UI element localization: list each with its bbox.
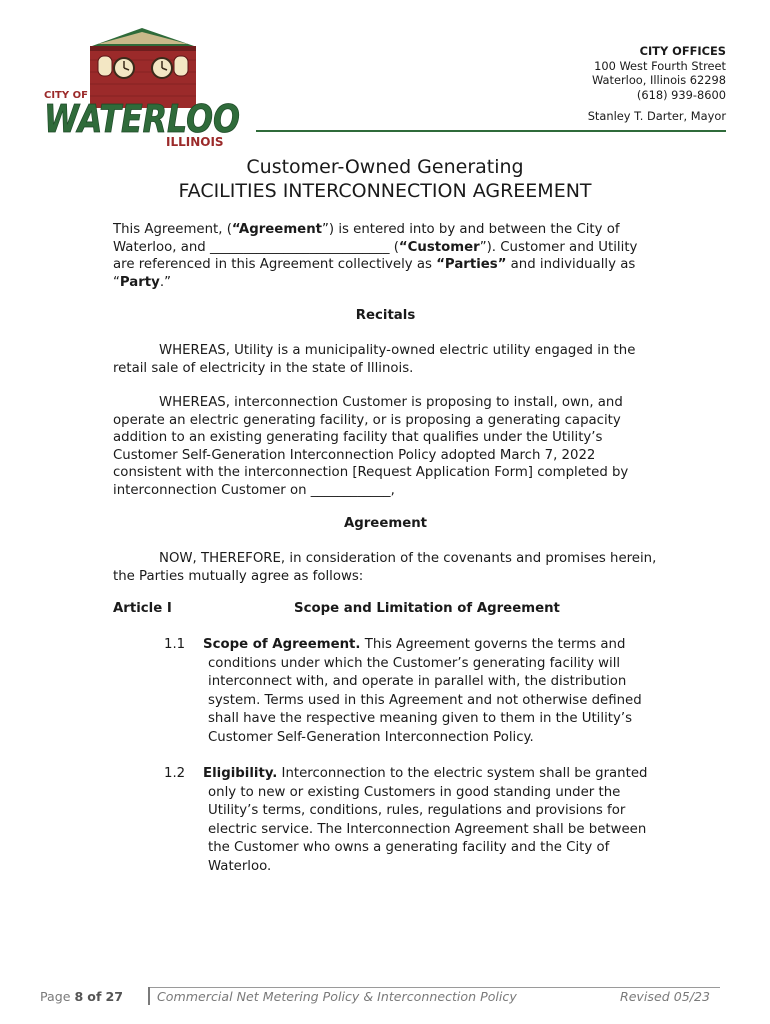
page-indicator: Page 8 of 27 [40, 989, 123, 1004]
article-title: Scope and Limitation of Agreement [294, 601, 560, 616]
recital-paragraph-1: WHEREAS, Utility is a municipality-owned electric utility engaged in the retail sale of electricity in the state of Illinois. [113, 343, 636, 376]
section-number: 1.2 [164, 766, 186, 781]
header-rule [256, 130, 726, 132]
section-number: 1.1 [164, 637, 186, 652]
street-address: 100 West Fourth Street [594, 58, 726, 73]
agreement-paragraph: NOW, THEREFORE, in consideration of the covenants and promises herein, the Parties mutually agree as follows: [113, 551, 657, 584]
city-offices-contact [592, 44, 726, 102]
footer-rule [150, 987, 720, 988]
document-title-line2: FACILITIES INTERCONNECTION AGREEMENT [178, 180, 592, 202]
section-text: This Agreement governs the terms and conditions under which the Customer’s generating facility will interconnect with, and operate in parallel with, the distribution system. Terms used in this Agreement and not otherwise defined shall have the respective meaning given to them in the Utility’s Customer Self-Generation Interconnection Policy. [208, 637, 642, 745]
section-title: Scope of Agreement. [203, 637, 361, 652]
recital-paragraph-2: WHEREAS, interconnection Customer is proposing to install, own, and operate an electric generating facility, or is proposing a generating capacity addition to an existing generating facility that qualifies under the Utility’s Customer Self-Generation Interconnection Policy adopted March 7, 2022 consistent with the interconnection [Request Application Form] completed by interconnection Customer on ____________, [113, 395, 629, 498]
intro-paragraph: This Agreement, (“Agreement”) is entered into by and between the City of Waterloo, and ___________________________ (“Customer”). Customer and Utility are referenced in this Agreement collectively as “Parties” and individually as “Party.” [113, 222, 638, 290]
section-title: Eligibility. [203, 766, 278, 781]
city-of-waterloo-logo [42, 26, 242, 150]
section-1-1 [164, 636, 658, 748]
svg-text:CITY OF: CITY OF [44, 90, 88, 101]
svg-text:WATERLOO: WATERLOO [44, 97, 240, 141]
section-1-2 [164, 765, 658, 877]
phone-number: (618) 939-8600 [636, 87, 726, 102]
article-label: Article I [113, 601, 172, 616]
footer-separator [148, 987, 150, 1005]
city-state-zip: Waterloo, Illinois 62298 [591, 73, 726, 88]
mayor-name: Stanley T. Darter, Mayor [587, 109, 726, 123]
footer-policy-name: Commercial Net Metering Policy & Interconnection Policy [157, 989, 517, 1004]
svg-text:ILLINOIS: ILLINOIS [166, 135, 224, 149]
org-name: CITY OFFICES [639, 44, 726, 58]
agreement-heading: Agreement [343, 516, 428, 531]
footer-revision: Revised 05/23 [619, 989, 710, 1004]
section-text: Interconnection to the electric system shall be granted only to new or existing Customers in good standing under the Utility’s terms, conditions, rules, regulations and provisions for electric service. The Interconnection Agreement shall be between the Customer who owns a generating facility and the City of Waterloo. [208, 766, 648, 874]
recitals-heading: Recitals [355, 308, 416, 323]
document-title-line1: Customer-Owned Generating [246, 156, 524, 178]
